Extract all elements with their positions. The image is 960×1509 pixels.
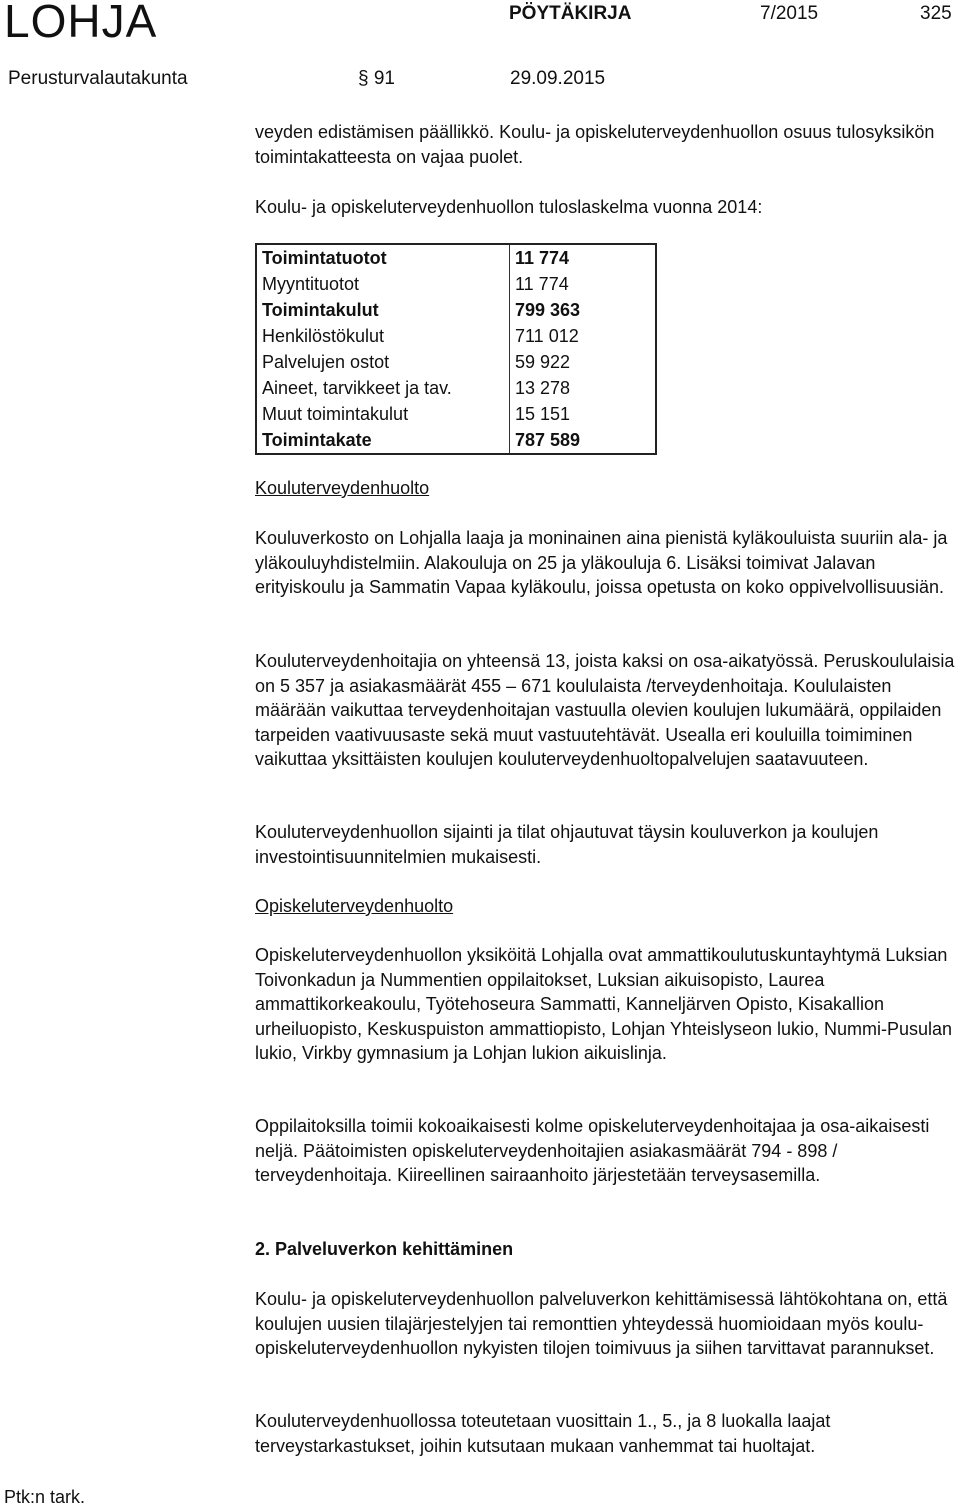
paragraph-oppilaitokset <box>255 1114 955 1188</box>
document-type: PÖYTÄKIRJA <box>509 3 632 24</box>
paragraph-text: Koulu- ja opiskeluterveydenhuollon palveluverkon kehittämisessä lähtökohtana on, että koulujen uusien tilajärjestelyjen tai remonttien yhteydessä huomioidaan myös koulu- opiskeluterveydenhuollon nykyisten tilojen toimivuus ja siihen tarvittavat parannukset. <box>255 1289 948 1358</box>
table-row <box>256 349 656 375</box>
table-row <box>256 427 656 454</box>
row-value: 15 151 <box>515 403 571 424</box>
table-row <box>256 271 656 297</box>
row-label: Aineet, tarvikkeet ja tav. <box>256 375 510 401</box>
section-heading: 2. Palveluverkon kehittäminen <box>255 1239 514 1259</box>
organ-name: Perusturvalautakunta <box>8 68 188 89</box>
row-value: 711 012 <box>515 325 579 346</box>
paragraph-text: Kouluterveydenhuollossa toteutetaan vuosittain 1., 5., ja 8 luokalla laajat terveystarkastukset, joihin kutsutaan mukaan vanhemmat tai huoltajat. <box>255 1411 831 1456</box>
paragraph-text: Kouluterveydenhuollon sijainti ja tilat ohjautuvat täysin kouluverkon ja koulujen investointisuunnitelmien mukaisesti. <box>255 822 879 867</box>
row-value: 11 774 <box>515 247 570 268</box>
row-label: Toimintakulut <box>256 297 510 323</box>
paragraph-text: Kouluverkosto on Lohjalla laaja ja moninainen aina pienistä kyläkouluista suuriin ala- ja yläkouluyhdistelmiin. Alakouluja on 25 ja yläkouluja 6. Lisäksi toimivat Jalavan erityiskoulu ja Sammatin Vapaa kyläkoulu, joissa opetusta on koko oppivelvollisuusiän. <box>255 528 948 597</box>
paragraph-text: Oppilaitoksilla toimii kokoaikaisesti kolme opiskeluterveydenhoitajaa ja osa-aikaisesti neljä. Päätoimisten opiskeluterveydenhoitajien asiakasmäärät 794 - 898 / terveydenhoitaja. Kiireellinen sairaanhoito järjestetään terveysasemilla. <box>255 1116 930 1185</box>
paragraph-text: Opiskeluterveydenhuollon yksiköitä Lohjalla ovat ammattikoulutuskuntayhtymä Luksian Toivonkadun ja Nummentien oppilaitokset, Luksian aikuisopisto, Laurea ammattikorkeakoulu, Työtehoseura Sammatti, Kanneljärven Opisto, Kisakallion urheiluopisto, Keskuspuiston ammattiopisto, Lohjan Yhteislyseon lukio, Nummi-Pusulan lukio, Virkby gymnasium ja Lohjan lukion aikuislinja. <box>255 945 953 1063</box>
page-number: 325 <box>920 3 952 24</box>
paragraph-text: veyden edistämisen päällikkö. Koulu- ja opiskeluterveydenhuollon osuus tulosyksikön toimintakatteesta on vajaa puolet. <box>255 122 935 167</box>
paragraph-table-intro <box>255 195 955 220</box>
paragraph-kouluverkosto <box>255 526 955 600</box>
table-row <box>256 244 656 271</box>
paragraph-text: Koulu- ja opiskeluterveydenhuollon tuloslaskelma vuonna 2014: <box>255 197 763 217</box>
row-value: 13 278 <box>515 377 571 398</box>
row-label: Toimintatuotot <box>256 244 510 271</box>
paragraph-intro <box>255 120 955 169</box>
paragraph-yksikot <box>255 943 955 1066</box>
paragraph-palveluverkko <box>255 1287 955 1361</box>
row-value: 59 922 <box>515 351 571 372</box>
row-label: Muut toimintakulut <box>256 401 510 427</box>
table-row <box>256 323 656 349</box>
row-value: 11 774 <box>515 273 569 294</box>
meeting-date: 29.09.2015 <box>510 68 606 89</box>
row-label: Toimintakate <box>256 427 510 454</box>
table-row <box>256 297 656 323</box>
row-value: 799 363 <box>515 299 581 320</box>
row-label: Myyntituotot <box>256 271 510 297</box>
issue-number: 7/2015 <box>760 3 819 24</box>
section-heading: Opiskeluterveydenhuolto <box>255 896 454 916</box>
row-label: Palvelujen ostot <box>256 349 510 375</box>
paragraph-terveydenhoitajat <box>255 649 955 772</box>
paragraph-text: Kouluterveydenhoitajia on yhteensä 13, joista kaksi on osa-aikatyössä. Peruskoululaisia on 5 357 ja asiakasmäärät 455 – 671 koululaista /terveydenhoitaja. Koululaisten määrään vaikuttaa terveydenhoitajan vastuulla olevien koulujen lukumäärä, oppilaiden tarpeiden vaativuusaste sekä muut vastuutehtävät. Usealla eri kouluilla toimiminen vaikuttaa yksittäisten koulujen kouluterveydenhuoltopalvelujen saatavuuteen. <box>255 651 955 769</box>
lohja-logo: LOHJA <box>4 0 158 47</box>
heading-palveluverkko <box>255 1237 955 1262</box>
paragraph-sijainti <box>255 820 955 869</box>
heading-kouluterveydenhuolto <box>255 476 955 501</box>
table-row <box>256 375 656 401</box>
income-statement-table <box>255 243 657 455</box>
heading-opiskeluterveydenhuolto <box>255 894 955 919</box>
table-row <box>256 401 656 427</box>
section-heading: Kouluterveydenhuolto <box>255 478 430 498</box>
row-label: Henkilöstökulut <box>256 323 510 349</box>
row-value: 787 589 <box>515 429 581 450</box>
paragraph-terveystarkastukset <box>255 1409 955 1458</box>
minutes-checker-label: Ptk:n tark. <box>4 1487 86 1507</box>
section-number: § 91 <box>358 68 395 89</box>
